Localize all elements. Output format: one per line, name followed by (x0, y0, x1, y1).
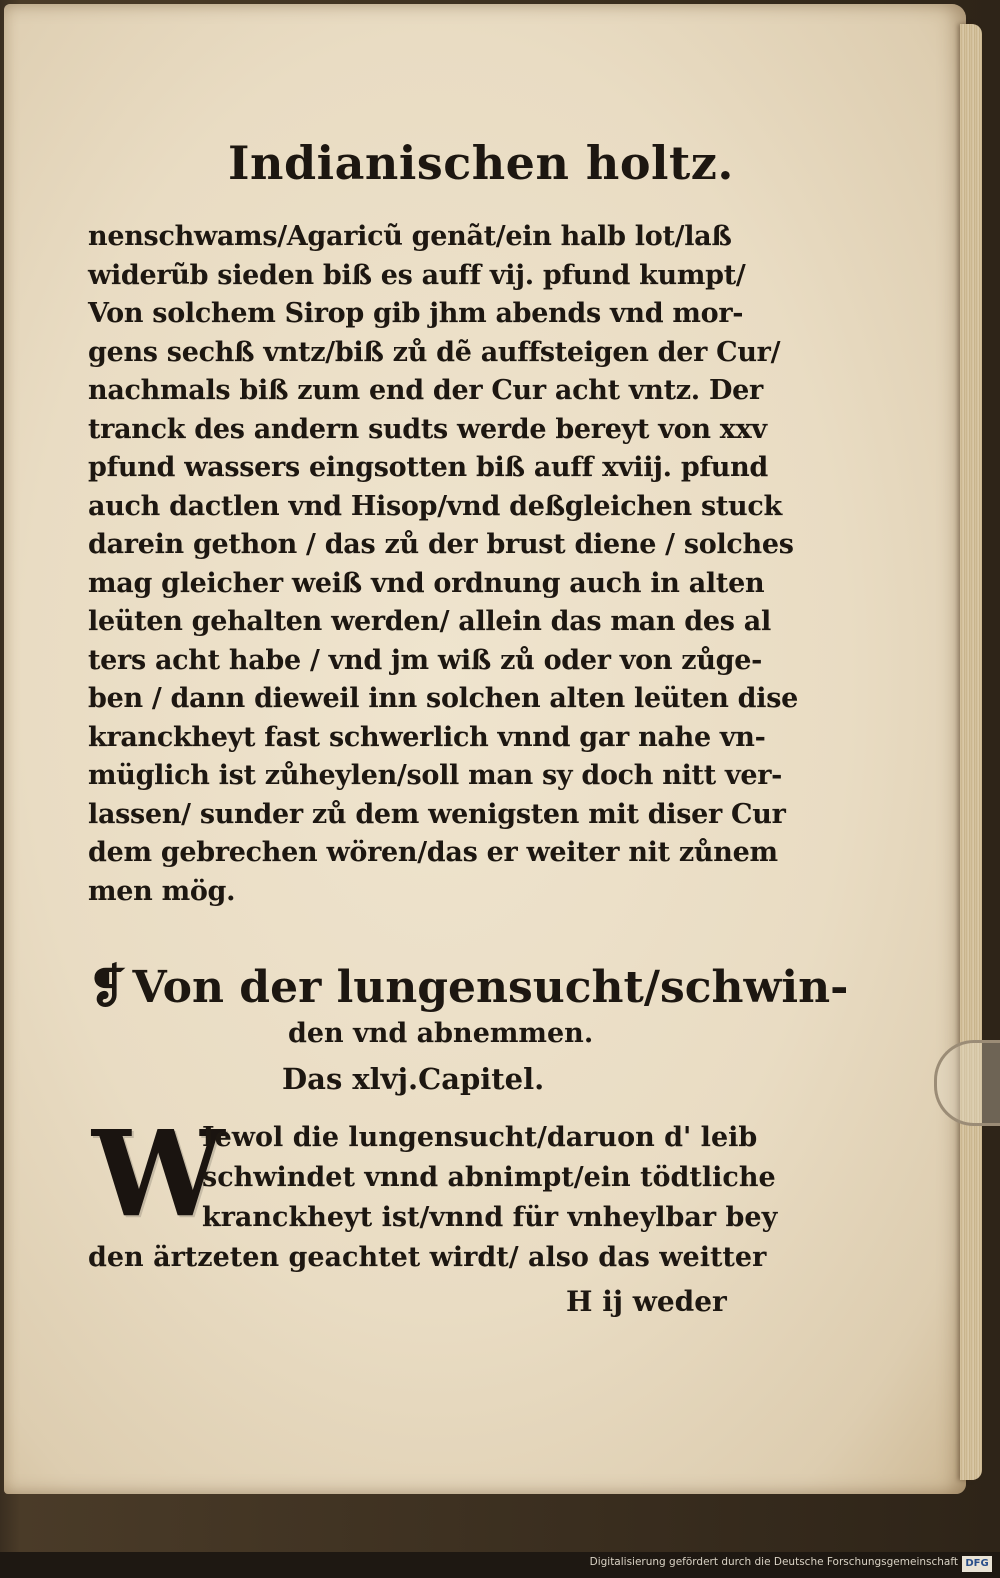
signature-catchword: H ij weder (566, 1285, 727, 1318)
body-line: men mög. (88, 875, 236, 907)
body-line: auch dactlen vnd Hisop/vnd deßgleichen stuck (88, 490, 782, 522)
body-line: tranck des andern sudts werde bereyt von xxv (88, 413, 767, 445)
section-title (88, 959, 849, 1014)
running-head: Indianischen holtz. (228, 136, 734, 190)
body-line: widerũb sieden biß es auff vij. pfund kumpt/ (88, 259, 746, 291)
page-clip (934, 1040, 1000, 1126)
chapter-paragraph-full (88, 1238, 768, 1278)
paragraph-line: schwindet vnnd abnimpt/ein tödtliche (202, 1162, 776, 1193)
body-line: mag gleicher weiß vnd ordnung auch in alten (88, 567, 765, 599)
body-line: gens sechß vntz/biß zů dẽ auffsteigen der Cur/ (88, 336, 781, 368)
chapter-paragraph-indented (202, 1118, 778, 1238)
body-line: pfund wassers eingsotten biß auff xviij. pfund (88, 452, 768, 483)
dfg-logo: DFG (962, 1556, 992, 1572)
body-text (88, 218, 798, 911)
body-line: Von solchem Sirop gib jhm abends vnd mor- (88, 298, 744, 329)
chapter-label: Das xlvj.Capitel. (282, 1062, 545, 1096)
body-line: nenschwams/Agaricũ genãt/ein halb lot/laß (88, 221, 732, 252)
body-line: nachmals biß zum end der Cur acht vntz. Der (88, 375, 763, 406)
decorated-initial: W (92, 1104, 225, 1243)
pilcrow-icon: ❡ (88, 959, 127, 1013)
funding-credit: Digitalisierung gefördert durch die Deutsche Forschungsgemeinschaft (589, 1556, 958, 1568)
body-line: dem gebrechen wören/das er weiter nit zůnem (88, 837, 778, 868)
body-line: kranckheyt fast schwerlich vnnd gar nahe vn- (88, 721, 766, 753)
paragraph-line: den ärtzeten geachtet wirdt/ also das weitter (88, 1242, 767, 1273)
body-line: ters acht habe / vnd jm wiß zů oder von zůge- (88, 644, 763, 676)
body-line: müglich ist zůheylen/soll man sy doch nitt ver- (88, 760, 783, 791)
body-line: darein gethon / das zů der brust diene / solches (88, 529, 794, 560)
body-line: ben / dann dieweil inn solchen alten leüten dise (88, 683, 798, 714)
section-subtitle: den vnd abnemmen. (288, 1018, 594, 1049)
paragraph-line: Iewol die lungensucht/daruon d' leib (202, 1122, 758, 1153)
body-line: lassen/ sunder zů dem wenigsten mit diser Cur (88, 798, 786, 830)
paragraph-line: kranckheyt ist/vnnd für vnheylbar bey (202, 1202, 778, 1233)
body-line: leüten gehalten werden/ allein das man des al (88, 606, 771, 637)
page-edges (960, 24, 982, 1480)
section-title-text: Von der lungensucht/schwin- (132, 962, 849, 1013)
